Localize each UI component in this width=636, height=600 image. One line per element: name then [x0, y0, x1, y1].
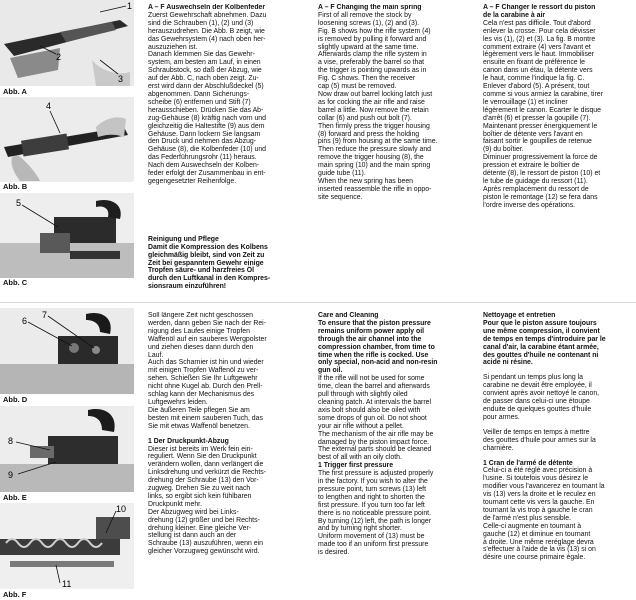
bottom-german-column — [148, 312, 308, 598]
top-english-heading: A – F Changing the main spring — [318, 4, 422, 11]
figure-f — [0, 503, 134, 600]
figure-d — [0, 308, 134, 406]
figure-c-label: Abb. C — [3, 278, 28, 287]
figure-b — [0, 97, 134, 193]
trigger-french-body: Celui-ci a été réglé avec précision à l'usine. Si toutefois vous désirez le modifier vous l'avancerez en tournant la vis (13) vers la droite et le reculez en tournant cette vis vers la gauche. En tournant la vis trop à gauche le cran de l'armé n'est plus sensible. Celle-ci augmente en tournant à gauche (12) et diminue en tournant à droite. Une même reréglage devra s'effectuer à l'aide de la vis (13) si on désire une course primaire égale. — [483, 467, 605, 562]
care-french-body-2: Veiller de temps en temps à mettre des gouttes d'huile pour armes sur la charnière. — [483, 428, 596, 452]
figure-e — [0, 406, 134, 503]
care-english-intro: To ensure that the piston pressure remains uniform power apply oil through the air channel into the compression chamber, from time to time when the rifle is cocked. Use only special, non-acid and non-resin gun oil. — [318, 319, 438, 375]
care-french-body: Si pendant un temps plus long la carabine ne devait être employée, il convient après avoir nettoyé le canon, de passer dans celui-ci une étoupe enduite de quelques gouttes d'huile pour armes. — [483, 374, 600, 421]
trigger-french-heading: 1 Cran de l'armé de détente — [483, 459, 573, 467]
trigger-english-heading: 1 Trigger first pressure — [318, 462, 394, 470]
top-german-body: Zuerst Gewehrschaft abnehmen. Dazu sind die Schrauben (1), (2) und (3) herauszudrehen. Die Abb. B zeigt, wie das Gewehrsystem (4) nach oben her- auszuziehen ist. Danach klemmen Sie das Gewehr- system, am besten am Lauf, in einen Schraubstock, so daß der Abzug, wie auf der Abb. C, nach oben zeigt. Zu- erst wird dann der Abschlußdeckel (5) abgenommen. Dann Sicherungs- scheibe (6) entfernen und Stift (7) herausschieben. Drücken Sie das Ab- zug-Gehäuse (8) kräftig nach vorn und gleichzeitig die Haltestifte (9) aus dem Gehäuse. Dann lockern Sie langsam den Druck und nehmen das Abzug- Gehäuse (8), die Kolbenfeder (10) und das Federführungsrohr (11) heraus. Nach dem Auswechseln der Kolben- feder erfolgt der Zusammenbau in ent- gegengesetzter Reihenfolge. — [148, 11, 267, 185]
callout-1: 1 — [127, 1, 133, 11]
figure-a-label: Abb. A — [3, 87, 27, 96]
figure-d-label: Abb. D — [3, 395, 28, 404]
callout-3: 3 — [118, 74, 124, 84]
trigger-english-body: The first pressure is adjusted properly in the factory. If you wish to alter the pressure point, turn screws (13) left to lengthen and right to shorten the first pressure. If you turn too far left there is no noticeable pressure point. By turning (12) left, the path is longer and by turning right shorter. Uniform movement of (13) must be made too if an uniform first pressure is desired. — [318, 470, 434, 557]
cleaning-german-heading: Reinigung und Pflege — [148, 235, 219, 243]
top-french-body: Cela n'est pas difficile. Tout d'abord enlever la crosse. Pour cela dévisser les vis (1), (2) et (3). La fig. B montre comment extraire (4) vers l'avant et légèrement vers le haut. Immobiliser ensuite en fixant de préférence le canon dans un étau, la détente vers le haut, comme l'indique la fig. C. Enlever d'abord (5). A présent, tout comme si vous armiez la carabine, tirer le verrouillage (1) et incliner légèrement le canon. Ecarter le disque d'arrêt (6) et presser la goupille (7). Maintenant presser énergiquement le boîtier de détente vers l'avant en faisant sortir le goupilles de retenue (9) du boîtier. Diminuer progressivement la force de pression et extraire le boîtier de détente (8), le ressort de piston (10) et le tube de guidage du ressort (11). Après remplacement du ressort de piston le remontage (12) se fera dans l'ordre inverse des opérations. — [483, 19, 603, 209]
callout-11: 11 — [62, 579, 72, 589]
figure-f-label: Abb. F — [3, 590, 27, 599]
bottom-english-column — [318, 312, 473, 598]
section-divider — [0, 302, 636, 303]
top-english-column — [318, 4, 473, 300]
bottom-german-body: Soll längere Zeit nicht geschossen werden, dann geben Sie nach der Rei- nigung des Laufes einige Tropfen Waffenöl auf ein sauberes Wergpolster und ziehen dieses dann durch den Lauf. Auch das Scharnier ist hin und wieder mit einigen Tropfen Waffenöl zu ver- sehen. Schießen Sie Ihr Luftgewehr nicht ohne Kugel ab. Durch den Prell- schlag kann der Mechanismus des Luftgewehrs leiden. Die äußeren Teile pflegen Sie am besten mit einem sauberen Tuch, das Sie mit etwas Waffenöl benetzen. — [148, 312, 267, 430]
callout-7: 7 — [42, 310, 48, 320]
trigger-german-heading: 1 Der Druckpunkt-Abzug — [148, 437, 229, 445]
top-german-heading: A – F Auswechseln der Kolbenfeder — [148, 4, 266, 11]
top-german-column — [148, 4, 308, 300]
care-english-body: If the rifle will not be used for some time, clean the barrel and afterwards pull through with slightly oiled cleaning patch. At intervals the barrel axis bolt should also be oiled with some drops of gun oil. Do not shoot your air rifle without a pellet. The mechanism of the air rifle may be damaged by the piston impact force. The external parts should be cleaned best of all with an oily cloth. — [318, 375, 434, 462]
callout-6: 6 — [22, 316, 28, 326]
figure-b-label: Abb. B — [3, 182, 28, 191]
care-english-heading: Care and Cleaning — [318, 312, 379, 319]
callout-2: 2 — [56, 52, 62, 62]
cleaning-german-intro: Damit die Kompression des Kolbens gleichmäßig bleibt, sind von Zeit zu Zeit bei gespanntem Gewehr einige Tropfen säure- und harzfreies Öl durch den Luftkanal in den Kompres- sionsraum einzuführen! — [148, 243, 271, 291]
callout-9: 9 — [8, 470, 14, 480]
callout-4: 4 — [46, 101, 52, 111]
care-french-intro: Pour que le piston assure toujours une même compression, il convient de temps en temps d'introduire par le canal d'air, la carabine étant armée, des gouttes d'huile ne contenant ni acide ni résine. — [483, 319, 606, 367]
trigger-german-body: Dieser ist bereits im Werk fein ein- reguliert. Wenn Sie den Druckpunkt verändern wollen, dann verlängert die Linksdrehung und verkürzt die Rechts- drehung der Schraube (13) den Vor- zugweg. Drehen Sie zu weit nach links, so ergibt sich kein fühlbaren Druckpunkt mehr. Der Abzugweg wird bei Links- drehung (12) größer und bei Rechts- drehung kleiner. Eine gleiche Ver- stellung ist dann auch an der Schraube (13) auszuführen, wenn ein gleicher Vorzugweg gewünscht wird. — [148, 445, 266, 556]
top-french-column — [483, 4, 635, 300]
callout-10: 10 — [116, 504, 127, 514]
figure-e-label: Abb. E — [3, 493, 27, 502]
top-french-heading: A – F Changer le ressort du piston de la carabine à air — [483, 4, 596, 19]
callout-5: 5 — [16, 198, 22, 208]
care-french-heading: Nettoyage et entretien — [483, 312, 556, 319]
top-english-body: First of all remove the stock by loosening screws (1), (2) and (3). Fig. B shows how the rifle system (4) is removed by pulling it forward and slightly upward at the same time. Afterwards clamp the rifle system in a vise, preferably the barrel so that the trigger is pointing upwards as in Fig. C shows. Then the receiver cap (5) must be removed. Now draw out barrel locking latch just as for cocking the air rifle and raise barrel a little. Now remove the retain collar (6) and push out bolt (7). Then firmly press the trigger housing (8) forward and press the holding pins (9) from housing at the same time. Then reduce the pressure slowly and remove the trigger housing (8), the main spring (10) and the main spring guide tube (11). When the new spring has been inserted reassemble the rifle in oppo- site sequence. — [318, 11, 438, 201]
callout-8: 8 — [8, 436, 14, 446]
figure-a — [0, 0, 134, 96]
figure-c — [0, 193, 134, 289]
bottom-french-column — [483, 312, 635, 598]
